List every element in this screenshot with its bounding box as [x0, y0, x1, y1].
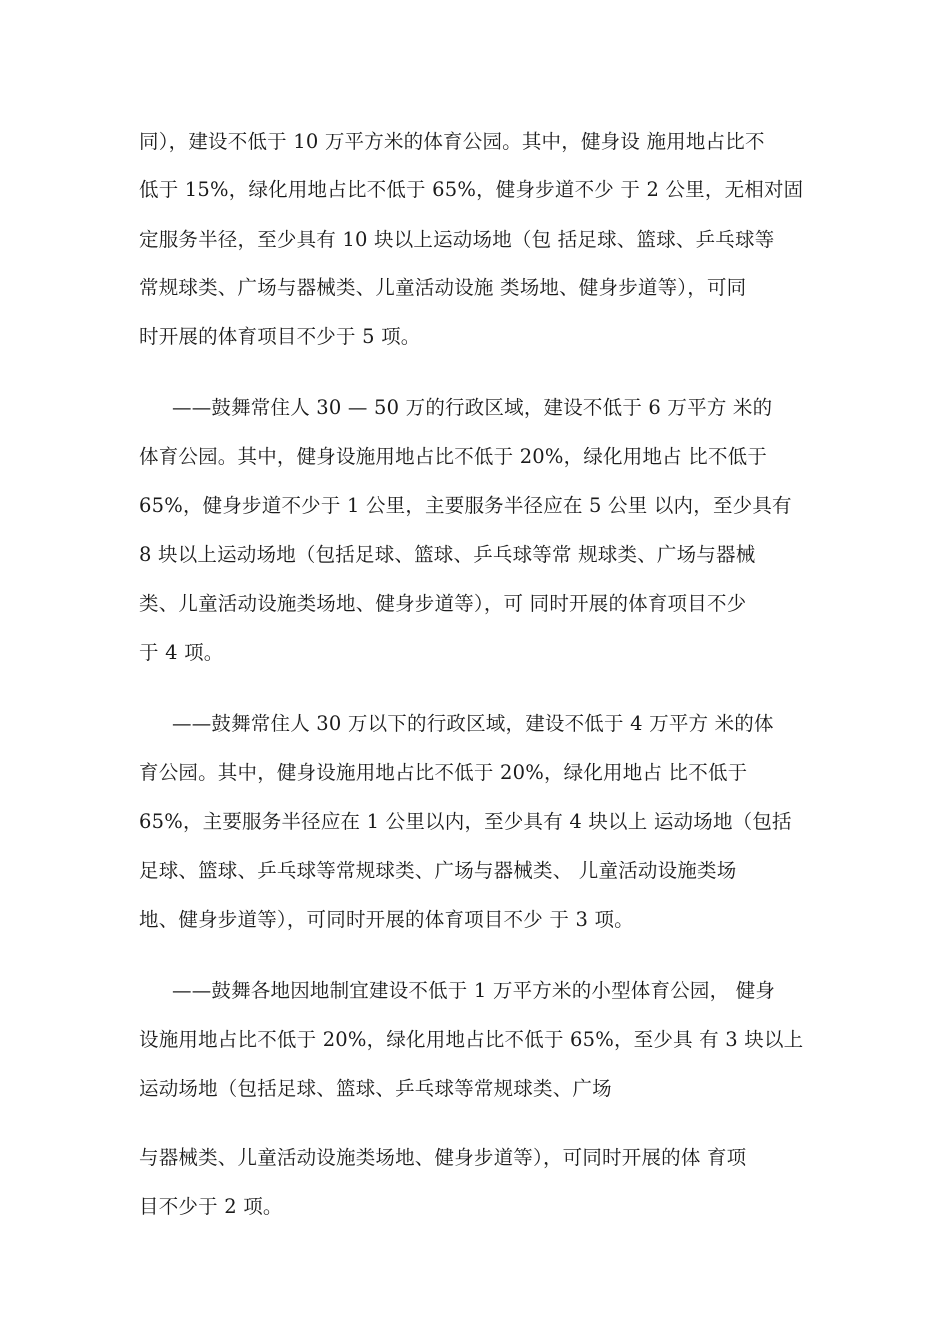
paragraph-2-line-5: 类、儿童活动设施类场地、健身步道等），可 同时开展的体育项目不少: [139, 592, 747, 615]
paragraph-1-line-5: 时开展的体育项目不少于 5 项。: [139, 325, 421, 348]
paragraph-1-line-4: 常规球类、广场与器械类、儿童活动设施 类场地、健身步道等），可同: [139, 276, 747, 299]
paragraph-2-line-6: 于 4 项。: [139, 641, 224, 664]
paragraph-4-line-2: 设施用地占比不低于 20%，绿化用地占比不低于 65%，至少具 有 3 块以上: [139, 1028, 804, 1051]
paragraph-3-line-1: ——鼓舞常住人 30 万以下的行政区域，建设不低于 4 万平方 米的体: [172, 712, 774, 735]
paragraph-3-line-2: 育公园。其中，健身设施用地占比不低于 20%，绿化用地占 比不低于: [139, 761, 748, 784]
paragraph-4-line-1: ——鼓舞各地因地制宜建设不低于 1 万平方米的小型体育公园， 健身: [172, 979, 776, 1002]
paragraph-1-line-1: 同），建设不低于 10 万平方米的体育公园。其中，健身设 施用地占比不: [139, 130, 765, 153]
paragraph-3-line-4: 足球、篮球、乒乓球等常规球类、广场与器械类、 儿童活动设施类场: [139, 859, 737, 882]
paragraph-1-line-2: 低于 15%，绿化用地占比不低于 65%，健身步道不少 于 2 公里，无相对固: [139, 178, 804, 201]
paragraph-2-line-4: 8 块以上运动场地（包括足球、篮球、乒乓球等常 规球类、广场与器械: [139, 543, 756, 566]
paragraph-1-line-3: 定服务半径，至少具有 10 块以上运动场地（包 括足球、篮球、乒乓球等: [139, 228, 775, 251]
paragraph-5-line-1: 与器械类、儿童活动设施类场地、健身步道等），可同时开展的体 育项: [139, 1146, 747, 1169]
paragraph-2-line-1: ——鼓舞常住人 30 — 50 万的行政区域，建设不低于 6 万平方 米的: [172, 396, 773, 419]
paragraph-3-line-3: 65%，主要服务半径应在 1 公里以内，至少具有 4 块以上 运动场地（包括: [139, 810, 792, 833]
paragraph-2-line-2: 体育公园。其中，健身设施用地占比不低于 20%，绿化用地占 比不低于: [139, 445, 768, 468]
paragraph-2-line-3: 65%，健身步道不少于 1 公里，主要服务半径应在 5 公里 以内，至少具有: [139, 494, 792, 517]
paragraph-4-line-3: 运动场地（包括足球、篮球、乒乓球等常规球类、广场: [139, 1077, 612, 1100]
paragraph-3-line-5: 地、健身步道等），可同时开展的体育项目不少 于 3 项。: [139, 908, 634, 931]
paragraph-5-line-2: 目不少于 2 项。: [139, 1195, 283, 1218]
